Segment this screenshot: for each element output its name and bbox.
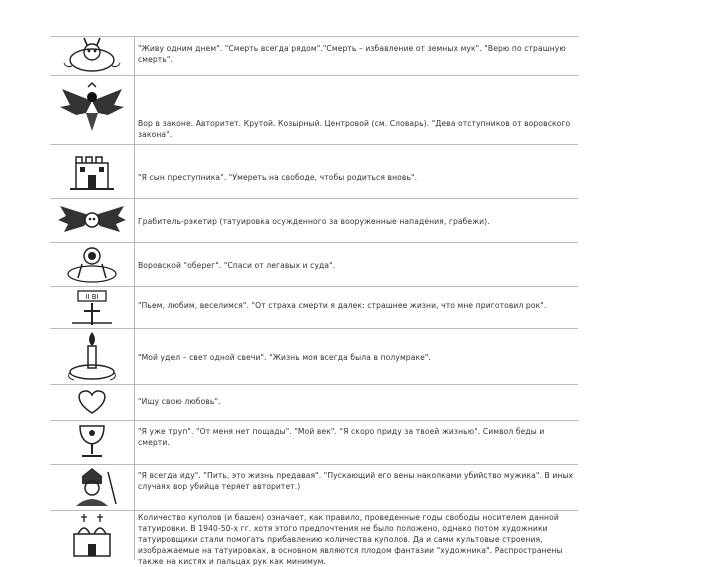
svg-text:II BI: II BI <box>85 293 99 301</box>
church-icon <box>56 512 128 558</box>
icon-cell <box>50 286 135 328</box>
table-row <box>50 420 578 465</box>
table-row <box>50 74 578 145</box>
row-text: "Пьем, любим, веселимся". "От страха смерти я далек: страшнее жизни, что мне приготовил рок". <box>138 301 547 310</box>
row-text: "Я сын преступника". "Умереть на свободе, чтобы родиться вновь". <box>138 173 418 182</box>
row-text: Вор в законе. Авторитет. Крутой. Козырный. Центровой (см. Словарь). "Дева отступников от воровского закона". <box>138 119 571 139</box>
icon-cell <box>50 510 135 560</box>
rabbit-icon <box>56 38 128 74</box>
table-row <box>50 464 578 511</box>
tattoo-meaning-table <box>50 36 578 566</box>
table-row <box>50 198 578 243</box>
row-text: "Я всегда иду". "Пить, это жизнь предавая". "Пускающий его вены наколками убийство мужика". В иных случаях вор убийца теряет авторитет.) <box>138 471 574 491</box>
icon-cell <box>50 198 135 242</box>
row-text: "Ищу свою любовь". <box>138 397 221 406</box>
icon-cell <box>50 464 135 510</box>
cross-icon <box>56 287 128 327</box>
icon-cell <box>50 144 135 198</box>
bat-wings-icon <box>56 202 128 238</box>
table-row <box>50 36 578 76</box>
icon-cell <box>50 328 135 384</box>
heart-icon <box>56 387 128 417</box>
icon-cell <box>50 420 135 464</box>
eagle-icon <box>56 83 128 135</box>
table-row <box>50 510 578 566</box>
row-text: "Я уже труп". "От меня нет пощады". "Мой век". "Я скоро приду за твоей жизнью". Символ беды и смерти. <box>138 427 545 447</box>
candle-icon <box>56 330 128 382</box>
table-row <box>50 286 578 329</box>
knight-icon <box>56 466 128 508</box>
saint-icon <box>56 244 128 284</box>
goblet-icon <box>56 422 128 462</box>
table-row <box>50 384 578 421</box>
icon-cell <box>50 384 135 420</box>
table-row <box>50 242 578 287</box>
icon-cell <box>50 74 135 144</box>
row-text: Грабитель-рэкетир (татуировка осужденного за вооруженные нападения, грабежи). <box>138 217 490 226</box>
icon-cell <box>50 37 135 75</box>
table-row <box>50 144 578 199</box>
icon-cell <box>50 242 135 286</box>
table-row <box>50 328 578 385</box>
row-text: Количество куполов (и башен) означает, как правило, проведенные годы свободы носителем данной татуировки. В 1940-50-х гг. хотя этого предпочтения не было положено, однако потом художники татуировщики стали помогать прибавлению количества куполов. Да и сами культовые строения, изображаемые на татуировках, в основном являются плодом фантазии "художника". Распространены также на кистях и пальцах рук как минимум. <box>138 513 563 566</box>
row-text: "Живу одним днем". "Смерть всегда рядом"."Смерть – избавление от земных мук". "Верю по страшную смерть". <box>138 44 566 64</box>
row-text: Воровской "оберег". "Спаси от легавых и суда". <box>138 261 336 270</box>
castle-icon <box>56 147 128 195</box>
row-text: "Мой удел – свет одной свечи". "Жизнь моя всегда была в полумраке". <box>138 353 432 362</box>
